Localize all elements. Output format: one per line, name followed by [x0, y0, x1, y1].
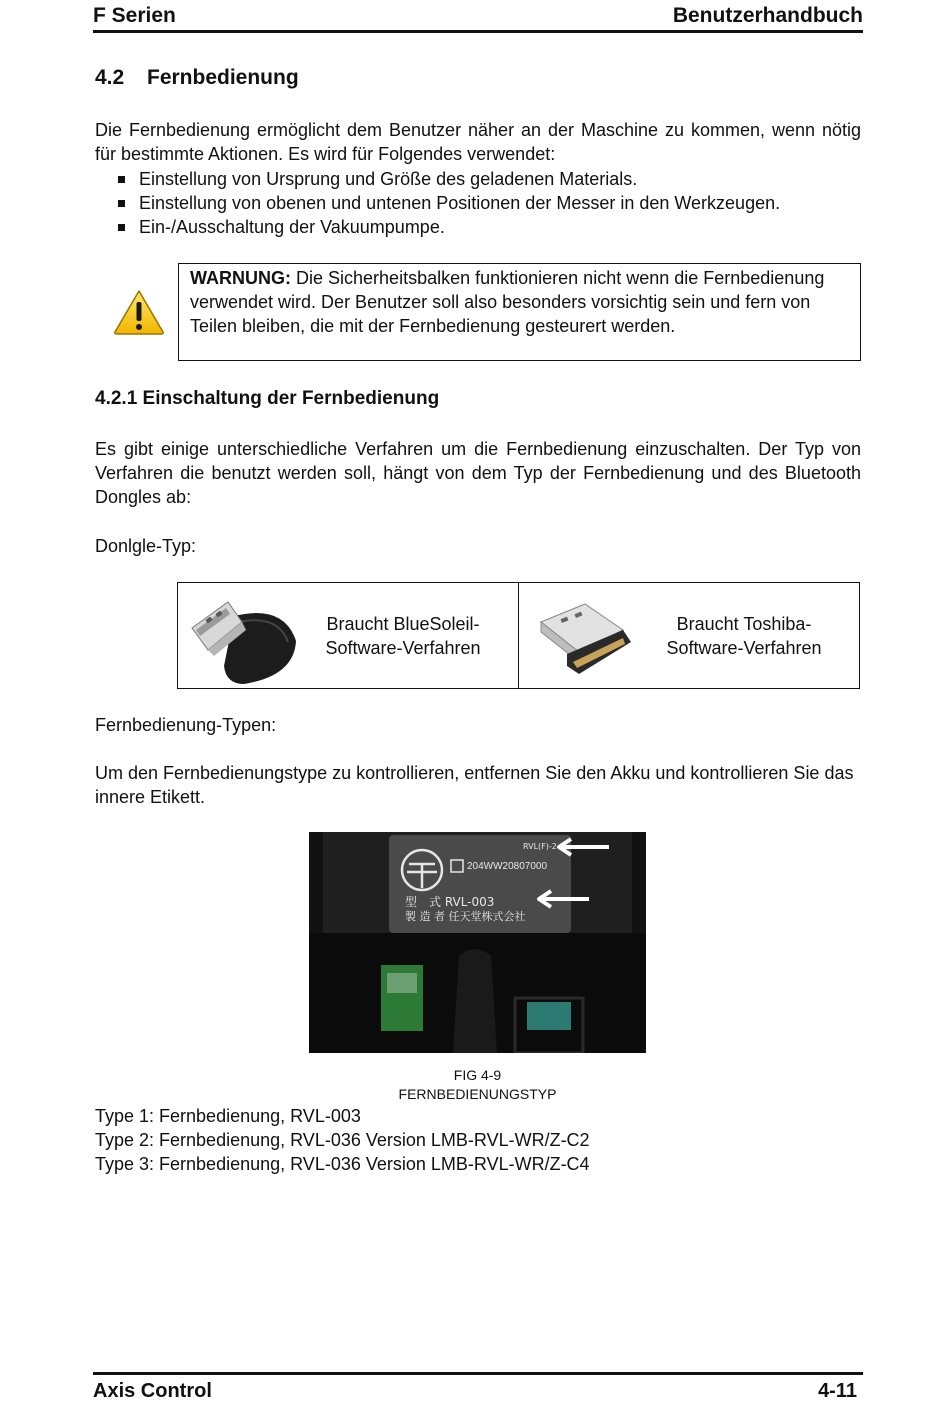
header-manual-title: Benutzerhandbuch: [672, 4, 863, 27]
section-number: 4.2: [95, 66, 125, 89]
toshiba-label-line: Braucht Toshiba-: [676, 613, 812, 634]
warning-box: [178, 263, 861, 361]
list-item: Type 3: Fernbedienung, RVL-036 Version LMB-RVL-WR/Z-C4: [95, 1154, 590, 1174]
list-item: Einstellung von Ursprung und Größe des geladenen Materials.: [95, 167, 861, 191]
dongle-type-label: Donlgle-Typ:: [95, 536, 197, 556]
page-number: 4-11: [818, 1380, 857, 1402]
figure-caption: FERNBEDIENUNGSTYP: [398, 1086, 557, 1102]
sticker-maker-text: 製 造 者 任天堂株式会社: [405, 910, 526, 923]
section-title: Fernbedienung: [147, 66, 299, 89]
sticker-top-text: RVL(F)-2: [523, 842, 557, 851]
sticker-model-text: 型 式 RVL-003: [405, 895, 495, 909]
remote-type-label: Fernbedienung-Typen:: [95, 715, 277, 735]
header-series: F Serien: [93, 4, 176, 27]
section-heading: [95, 66, 299, 90]
toshiba-dongle-image: [527, 586, 637, 686]
dongle-bluesoleil-cell: [178, 583, 518, 688]
toshiba-label: [637, 612, 859, 660]
bluesoleil-label-line: Braucht BlueSoleil-: [326, 613, 480, 634]
bluesoleil-label: [296, 612, 518, 660]
bluesoleil-label-line: Software-Verfahren: [325, 637, 481, 658]
warning-label: WARNUNG:: [190, 268, 291, 288]
list-item: Ein-/Ausschaltung der Vakuumpumpe.: [95, 215, 861, 239]
bluesoleil-dongle-image: [186, 586, 296, 686]
subsection-intro: Es gibt einige unterschiedliche Verfahren um die Fernbedienung einzuschalten. Der Typ von Verfahren die benutzt werden soll, hängt von dem Typ der Fernbedienung und des Bluetooth Dongles ab:: [95, 439, 861, 507]
subsection-title: 4.2.1 Einschaltung der Fernbedienung: [95, 388, 440, 409]
usage-list: [95, 167, 861, 239]
page-footer: [93, 1372, 863, 1407]
section-intro: Die Fernbedienung ermöglicht dem Benutzer näher an der Maschine zu kommen, wenn nötig für bestimmte Aktionen. Es wird für Folgendes verwendet:: [95, 120, 861, 164]
sticker-code-text: 204WW20807000: [467, 861, 548, 872]
dongle-table: [177, 582, 860, 689]
list-item: Type 1: Fernbedienung, RVL-003: [95, 1106, 361, 1126]
list-item: Einstellung von obenen und untenen Positionen der Messer in den Werkzeugen.: [95, 191, 861, 215]
dongle-toshiba-cell: [518, 583, 859, 688]
page-header: [93, 0, 863, 33]
warning-text: Die Sicherheitsbalken funktionieren nicht wenn die Fernbedienung verwendet wird. Der Benutzer soll also besonders vorsichtig sein und fern von Teilen bleiben, die mit der Fernbedienung gesteurert werden.: [190, 268, 825, 336]
footer-product: Axis Control: [93, 1380, 212, 1402]
remote-type-text: Um den Fernbedienungstype zu kontrollieren, entfernen Sie den Akku und kontrollieren Sie das innere Etikett.: [95, 763, 854, 807]
remote-battery-photo: [309, 832, 646, 1053]
list-item: Type 2: Fernbedienung, RVL-036 Version LMB-RVL-WR/Z-C2: [95, 1130, 590, 1150]
figure-number: FIG 4-9: [453, 1067, 502, 1083]
warning-triangle-icon: [113, 289, 165, 335]
remote-type-list: [95, 1104, 590, 1176]
toshiba-label-line: Software-Verfahren: [666, 637, 822, 658]
